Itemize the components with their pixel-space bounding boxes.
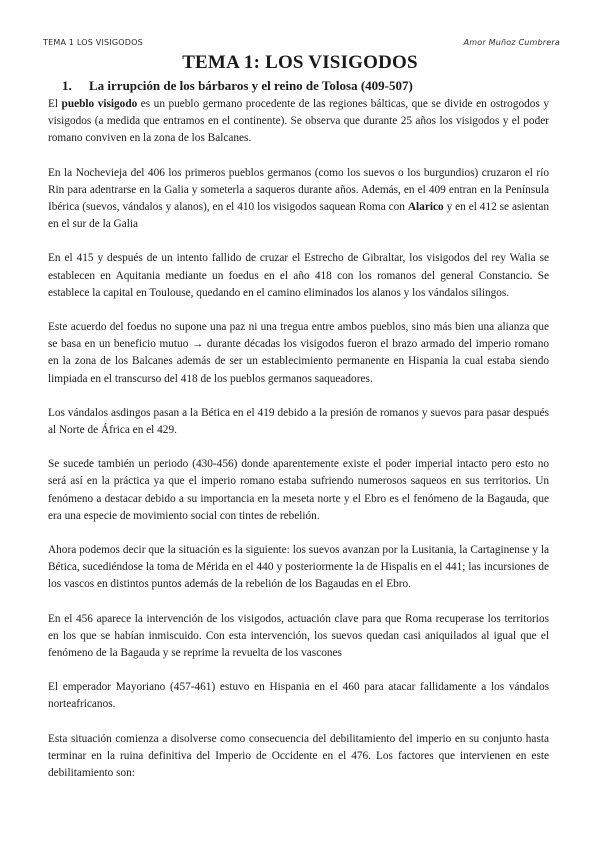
paragraph: Esta situación comienza a disolverse como consecuencia del debilitamiento del imperio en su conjunto hasta terminar en la ruina definitiva del Imperio de Occidente en el 476. Los factores que intervienen en este debilitamiento son:: [48, 732, 549, 780]
paragraph: El emperador Mayoriano (457-461) estuvo en Hispania en el 460 para atacar fallidamente a los vándalos norteafricanos.: [48, 681, 549, 711]
section-title: La irrupción de los bárbaros y el reino de Tolosa (409-507): [89, 78, 413, 93]
paragraph: En el 456 aparece la intervención de los visigodos, actuación clave para que Roma recuperase los territorios en los que se habían inmiscuido. Con esta intervención, los suevos quedan casi aniquilados al igual que el fenómeno de la Bagauda y se reprime la revuelta de los vascones: [48, 612, 549, 660]
paragraph: En el 415 y después de un intento fallido de cruzar el Estrecho de Gibraltar, los visigodos del rey Walia se establecen en Aquitania mediante un foedus en el año 418 con los romanos del general Constancio. Se establece la capital en Toulouse, quedando en el camino eliminados los alanos y los vándalos silingos.: [48, 252, 549, 299]
paragraph: Este acuerdo del foedus no supone una paz ni una tregua entre ambos pueblos, sino más bien una alianza que se basa en un beneficio mutuo → durante décadas los visigodos fueron el brazo armado del imperio romano en la zona de los Balcanes además de ser un establecimiento permanente en Hispania la cual estaba siendo limpiada en el transcurso del 418 de los pueblos germanos saqueadores.: [48, 321, 549, 385]
header-author: Amor Muñoz Cumbrera: [463, 38, 560, 47]
paragraph: Se sucede también un periodo (430-456) donde aparentemente existe el poder imperial intacto pero esto no será así en la práctica ya que el imperio romano estaba sufriendo numerosos saqueos en sus territorios. Un fenómeno a destacar debido a su importancia en la meseta norte y el Ebro es el fenómeno de la Bagauda, que era una especie de movimiento social con tintes de rebelión.: [48, 458, 549, 522]
paragraph: En la Nochevieja del 406 los primeros pueblos germanos (como los suevos o los burgundios) cruzaron el río Rin para adentrarse en la Galia y someterla a saqueros durante años. Además, en el 409 entran en la Península Ibérica (suevos, vándalos y alanos), en el 410 los visigodos saquean Roma con Alarico y en el 412 se asientan en el sur de la Galia: [48, 166, 550, 231]
document-body: [48, 96, 549, 799]
paragraph: El pueblo visigodo es un pueblo germano procedente de las regiones bálticas, que se divide en ostrogodos y visigodos (a medida que entramos en el continente). Se observa que durante 25 años los visigodos y el poder romano conviven en la zona de los Balcanes.: [48, 98, 549, 145]
section-heading: [62, 78, 413, 94]
header-topic: TEMA 1 LOS VISIGODOS: [43, 38, 143, 47]
bold-term: pueblo visigodo: [61, 98, 138, 110]
page-header: [43, 38, 560, 50]
bold-term: Alarico: [407, 201, 444, 214]
section-number: 1.: [62, 78, 72, 93]
page-title: TEMA 1: LOS VISIGODOS: [182, 52, 418, 73]
paragraph: Los vándalos asdingos pasan a la Bética en el 419 debido a la presión de romanos y suevos para pasar después al Norte de África en el 429.: [48, 406, 549, 437]
paragraph: Ahora podemos decir que la situación es la siguiente: los suevos avanzan por la Lusitania, la Cartaginense y la Bética, sucediéndose la toma de Mérida en el 440 y posteriormente la de Hispalis en el 441; las incursiones de los vascos en distintos puntos además de la rebelión de los Bagaudas en el Ebro.: [48, 544, 549, 591]
